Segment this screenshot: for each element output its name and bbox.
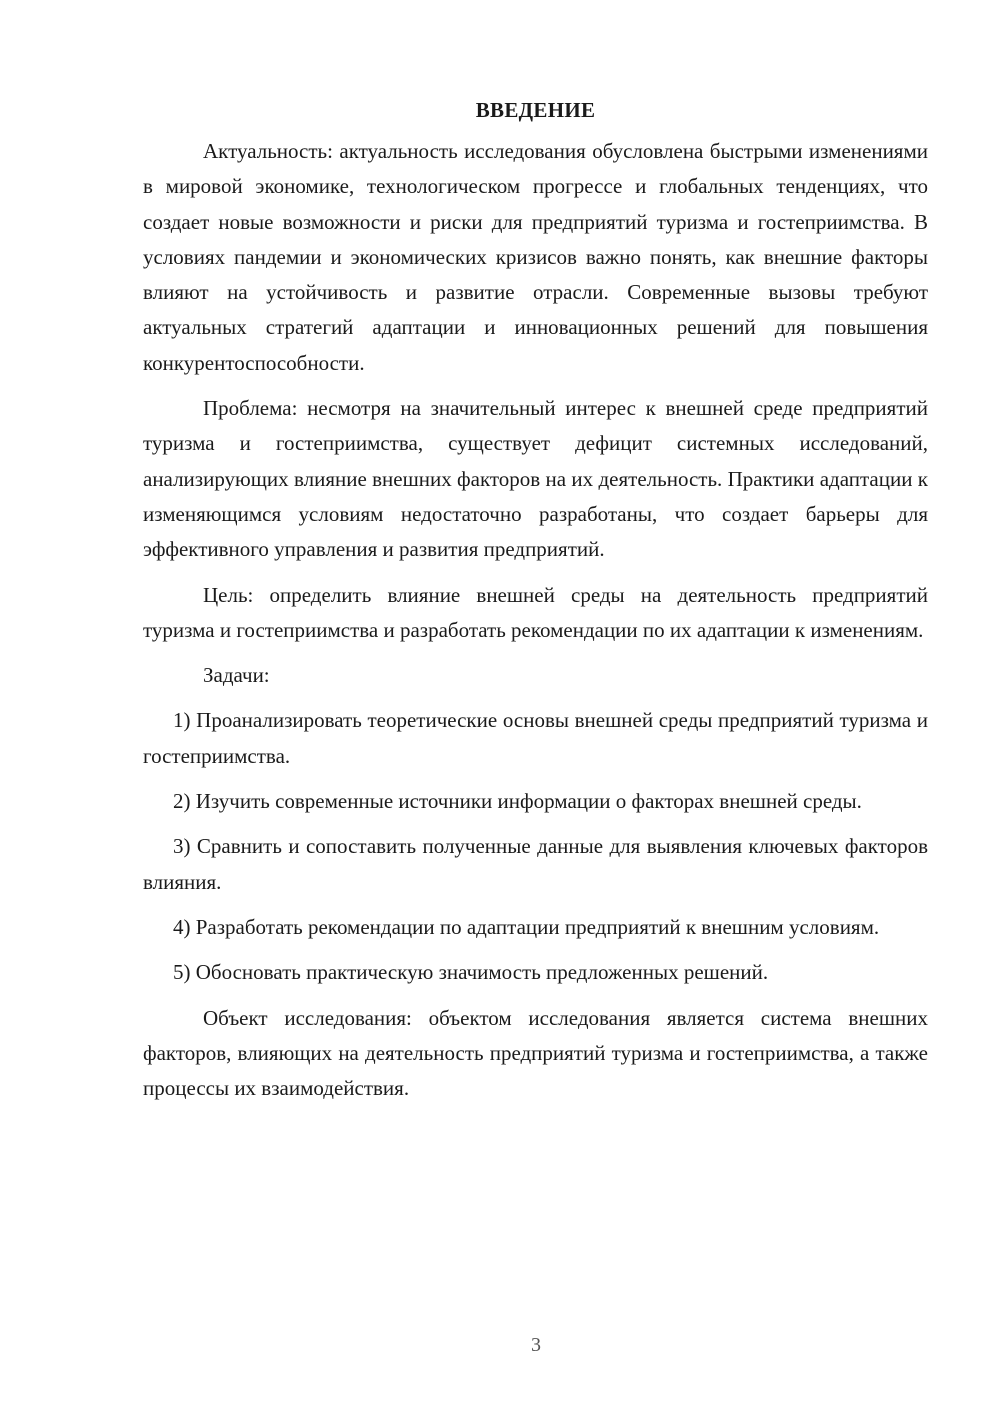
task-item-1: 1) Проанализировать теоретические основы внешней среды предприятий туризма и гостеприимства. bbox=[143, 708, 928, 768]
paragraph-research-object: Объект исследования: объектом исследования является система внешних факторов, влияющих на деятельность предприятий туризма и гостеприимства, а также процессы их взаимодействия. bbox=[143, 1005, 928, 1101]
task-item-2: 2) Изучить современные источники информации о факторах внешней среды. bbox=[173, 789, 862, 814]
paragraph-goal: Цель: определить влияние внешней среды на деятельность предприятий туризма и гостеприимства и разработать рекомендации по их адаптации к изменениям. bbox=[143, 582, 928, 642]
paragraph-tasks-heading: Задачи: bbox=[203, 663, 270, 688]
paragraph-relevance: Актуальность: актуальность исследования обусловлена быстрыми изменениями в мировой экономике, технологическом прогрессе и глобальных тенденциях, что создает новые возможности и риски для предприятий туризма и гостеприимства. В условиях пандемии и экономических кризисов важно понять, как внешние факторы влияют на устойчивость и развитие отрасли. Современные вызовы требуют актуальных стратегий адаптации и инновационных решений для повышения конкурентоспособности. bbox=[143, 139, 928, 375]
task-item-4: 4) Разработать рекомендации по адаптации предприятий к внешним условиям. bbox=[173, 914, 880, 939]
document-page bbox=[143, 96, 928, 1116]
paragraph-problem: Проблема: несмотря на значительный интерес к внешней среде предприятий туризма и гостеприимства, существует дефицит системных исследований, анализирующих влияние внешних факторов на их деятельность. Практики адаптации к изменяющимся условиям недостаточно разработаны, что создает барьеры для эффективного управления и развития предприятий. bbox=[143, 396, 928, 562]
page-title: ВВЕДЕНИЕ bbox=[475, 98, 596, 122]
page-number: 3 bbox=[531, 1334, 541, 1356]
task-item-3: 3) Сравнить и сопоставить полученные данные для выявления ключевых факторов влияния. bbox=[143, 834, 928, 894]
task-item-5: 5) Обосновать практическую значимость предложенных решений. bbox=[173, 960, 769, 985]
